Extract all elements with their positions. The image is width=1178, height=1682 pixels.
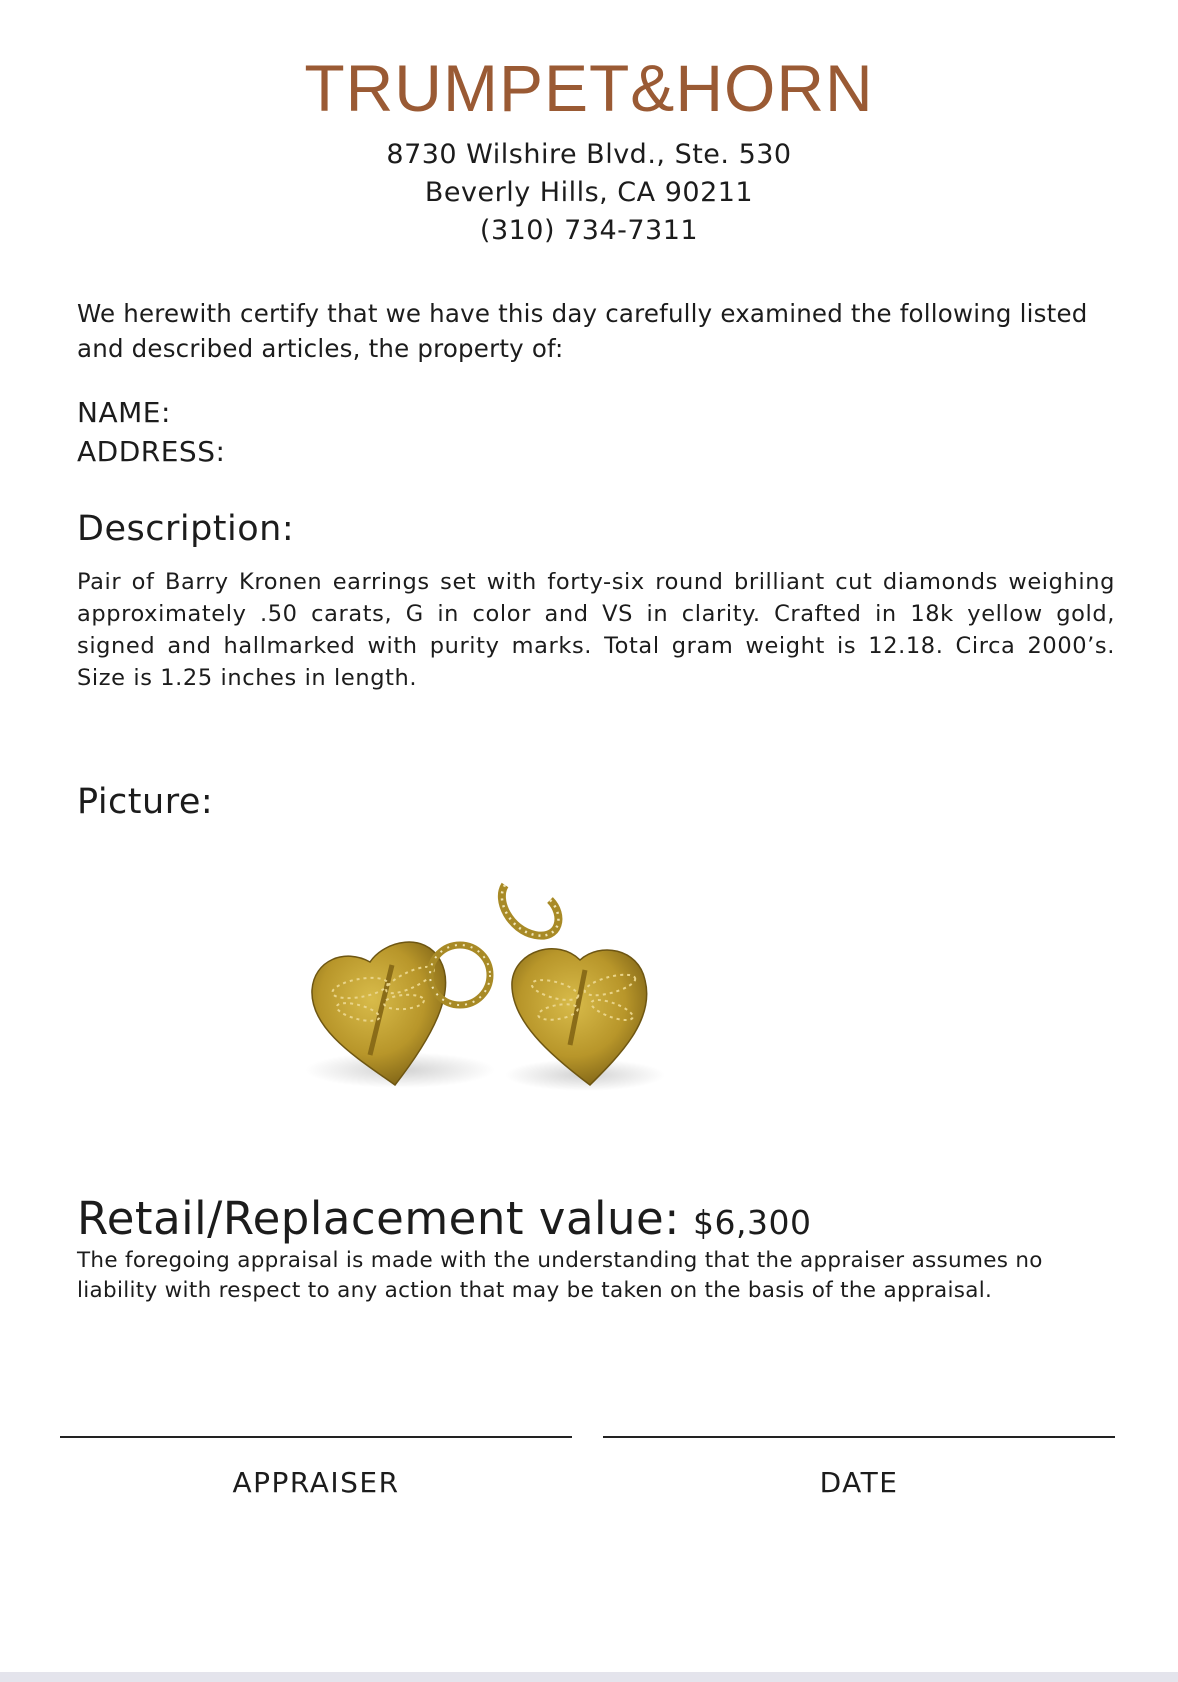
company-logo: TRUMPET&HORN [304, 51, 874, 125]
address-line-2: Beverly Hills, CA 90211 [424, 177, 754, 208]
name-label: NAME: [77, 396, 171, 429]
picture-heading: Picture: [77, 782, 214, 822]
valuation-label: Retail/Replacement value: [77, 1192, 680, 1245]
earrings-photo [300, 870, 700, 1110]
description-text: Pair of Barry Kronen earrings set with forty-six round brilliant cut diamonds weighing approximately .50 carats, G in color and VS in clarity. Crafted in 18k yellow gold, signed and hallmarked with purity marks. Total gram weight is 12.18. Circa 2000’s. Size is 1.25 inches in length. [77, 569, 1115, 691]
description-heading: Description: [77, 509, 295, 549]
date-label: DATE [819, 1466, 899, 1499]
right-earring [502, 885, 647, 1085]
valuation-row [77, 1192, 811, 1245]
disclaimer-text: The foregoing appraisal is made with the understanding that the appraiser assumes no liability with respect to any action that may be taken on the basis of the appraisal. [77, 1248, 1043, 1303]
phone-number: (310) 734-7311 [479, 215, 699, 246]
appraiser-label: APPRAISER [232, 1466, 400, 1499]
bottom-strip [0, 1672, 1178, 1682]
certification-text: We herewith certify that we have this day carefully examined the following listed and described articles, the property of: [77, 299, 1088, 363]
valuation-amount: $6,300 [692, 1203, 812, 1242]
company-address [0, 136, 1178, 250]
appraiser-signature-line [60, 1436, 572, 1438]
date-signature-line [603, 1436, 1115, 1438]
address-line-1: 8730 Wilshire Blvd., Ste. 530 [386, 139, 792, 170]
address-label: ADDRESS: [77, 435, 226, 468]
